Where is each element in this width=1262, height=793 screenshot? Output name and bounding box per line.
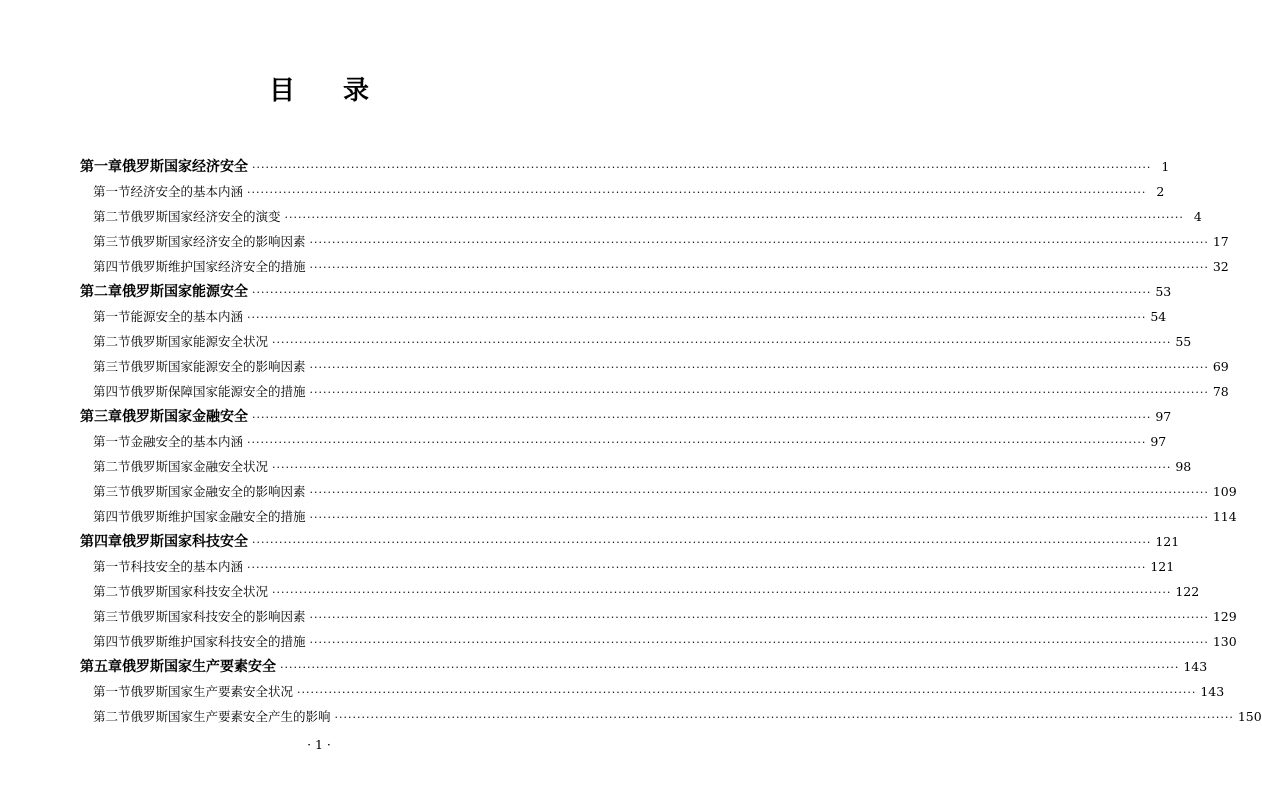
dot-leader: ········································································································································································································ xyxy=(309,611,1209,624)
dot-leader: ········································································································································································································ xyxy=(309,386,1209,399)
entry-page-number: 54 xyxy=(1150,309,1167,324)
section-number: 第一节 xyxy=(93,684,131,699)
toc-section-entry xyxy=(93,433,1167,452)
dot-leader: ········································································································································································································ xyxy=(280,661,1180,674)
entry-page-number: 129 xyxy=(1212,609,1237,624)
entry-page-number: 1 xyxy=(1161,159,1170,174)
dot-leader: ········································································································································································································ xyxy=(284,211,1184,224)
section-title: 俄罗斯国家生产要素安全产生的影响 xyxy=(130,709,331,724)
chapter-number: 第一章 xyxy=(80,159,122,175)
chapter-title: 俄罗斯国家生产要素安全 xyxy=(122,659,276,675)
entry-page-number: 97 xyxy=(1150,434,1167,449)
dot-leader: ········································································································································································································ xyxy=(272,461,1172,474)
dot-leader: ········································································································································································································ xyxy=(309,236,1209,249)
page-number: · 1 · xyxy=(307,737,331,752)
toc-section-entry xyxy=(93,208,1202,227)
section-title: 俄罗斯国家能源安全的影响因素 xyxy=(130,359,306,374)
section-title: 科技安全的基本内涵 xyxy=(130,559,244,574)
chapter-number: 第四章 xyxy=(80,534,122,550)
section-number: 第四节 xyxy=(93,384,131,399)
entry-page-number: 97 xyxy=(1155,409,1172,424)
entry-page-number: 78 xyxy=(1212,384,1229,399)
chapter-title: 俄罗斯国家科技安全 xyxy=(122,534,248,550)
toc-chapter-entry xyxy=(80,408,1172,427)
section-title: 俄罗斯国家金融安全状况 xyxy=(130,459,269,474)
page-title: 目录 xyxy=(268,76,417,106)
dot-leader: ········································································································································································································ xyxy=(252,411,1152,424)
section-number: 第一节 xyxy=(93,309,131,324)
section-title: 俄罗斯维护国家科技安全的措施 xyxy=(130,634,306,649)
entry-page-number: 114 xyxy=(1212,509,1237,524)
section-number: 第四节 xyxy=(93,634,131,649)
section-number: 第三节 xyxy=(93,609,131,624)
section-title: 能源安全的基本内涵 xyxy=(130,309,244,324)
section-title: 俄罗斯国家生产要素安全状况 xyxy=(130,684,294,699)
entry-page-number: 4 xyxy=(1193,209,1202,224)
entry-page-number: 130 xyxy=(1212,634,1237,649)
dot-leader: ········································································································································································································ xyxy=(247,186,1147,199)
dot-leader: ········································································································································································································ xyxy=(309,636,1209,649)
dot-leader: ········································································································································································································ xyxy=(247,561,1147,574)
entry-page-number: 121 xyxy=(1155,534,1180,549)
dot-leader: ········································································································································································································ xyxy=(334,711,1234,724)
dot-leader: ········································································································································································································ xyxy=(272,336,1172,349)
dot-leader: ········································································································································································································ xyxy=(297,686,1197,699)
toc-section-entry xyxy=(93,333,1192,352)
section-title: 俄罗斯维护国家金融安全的措施 xyxy=(130,509,306,524)
chapter-number: 第二章 xyxy=(80,284,122,300)
section-title: 俄罗斯国家金融安全的影响因素 xyxy=(130,484,306,499)
section-number: 第四节 xyxy=(93,259,131,274)
toc-section-entry xyxy=(93,233,1229,252)
section-title: 俄罗斯国家经济安全的演变 xyxy=(130,209,281,224)
toc-section-entry xyxy=(93,708,1262,727)
section-number: 第二节 xyxy=(93,209,131,224)
dot-leader: ········································································································································································································ xyxy=(247,436,1147,449)
section-number: 第三节 xyxy=(93,484,131,499)
section-number: 第四节 xyxy=(93,509,131,524)
chapter-number: 第五章 xyxy=(80,659,122,675)
entry-page-number: 143 xyxy=(1183,659,1208,674)
chapter-number: 第三章 xyxy=(80,409,122,425)
toc-section-entry xyxy=(93,358,1229,377)
toc-section-entry xyxy=(93,183,1165,202)
toc-section-entry xyxy=(93,583,1200,602)
chapter-title: 俄罗斯国家能源安全 xyxy=(122,284,248,300)
toc-section-entry xyxy=(93,383,1229,402)
entry-page-number: 150 xyxy=(1237,709,1262,724)
section-number: 第二节 xyxy=(93,709,131,724)
toc-section-entry xyxy=(93,633,1237,652)
toc-chapter-entry xyxy=(80,158,1170,177)
section-title: 俄罗斯保障国家能源安全的措施 xyxy=(130,384,306,399)
dot-leader: ········································································································································································································ xyxy=(309,511,1209,524)
section-title: 俄罗斯国家经济安全的影响因素 xyxy=(130,234,306,249)
section-number: 第二节 xyxy=(93,584,131,599)
section-number: 第三节 xyxy=(93,234,131,249)
toc-section-entry xyxy=(93,308,1167,327)
section-title: 经济安全的基本内涵 xyxy=(130,184,244,199)
section-number: 第二节 xyxy=(93,334,131,349)
toc-section-entry xyxy=(93,483,1237,502)
entry-page-number: 2 xyxy=(1156,184,1165,199)
dot-leader: ········································································································································································································ xyxy=(252,161,1152,174)
chapter-title: 俄罗斯国家经济安全 xyxy=(122,159,248,175)
toc-chapter-entry xyxy=(80,283,1172,302)
section-number: 第一节 xyxy=(93,559,131,574)
section-title: 金融安全的基本内涵 xyxy=(130,434,244,449)
entry-page-number: 122 xyxy=(1175,584,1200,599)
section-title: 俄罗斯国家科技安全的影响因素 xyxy=(130,609,306,624)
dot-leader: ········································································································································································································ xyxy=(309,261,1209,274)
dot-leader: ········································································································································································································ xyxy=(309,361,1209,374)
section-number: 第一节 xyxy=(93,434,131,449)
toc-chapter-entry xyxy=(80,658,1208,677)
section-title: 俄罗斯国家科技安全状况 xyxy=(130,584,269,599)
section-number: 第三节 xyxy=(93,359,131,374)
section-number: 第一节 xyxy=(93,184,131,199)
toc-section-entry xyxy=(93,608,1237,627)
entry-page-number: 17 xyxy=(1212,234,1229,249)
section-title: 俄罗斯国家能源安全状况 xyxy=(130,334,269,349)
toc-section-entry xyxy=(93,258,1229,277)
dot-leader: ········································································································································································································ xyxy=(309,486,1209,499)
dot-leader: ········································································································································································································ xyxy=(272,586,1172,599)
toc-section-entry xyxy=(93,458,1192,477)
entry-page-number: 53 xyxy=(1155,284,1172,299)
entry-page-number: 69 xyxy=(1212,359,1229,374)
dot-leader: ········································································································································································································ xyxy=(252,536,1152,549)
toc-section-entry xyxy=(93,508,1237,527)
entry-page-number: 32 xyxy=(1212,259,1229,274)
toc-section-entry xyxy=(93,683,1225,702)
dot-leader: ········································································································································································································ xyxy=(252,286,1152,299)
dot-leader: ········································································································································································································ xyxy=(247,311,1147,324)
chapter-title: 俄罗斯国家金融安全 xyxy=(122,409,248,425)
section-number: 第二节 xyxy=(93,459,131,474)
section-title: 俄罗斯维护国家经济安全的措施 xyxy=(130,259,306,274)
entry-page-number: 109 xyxy=(1212,484,1237,499)
entry-page-number: 98 xyxy=(1175,459,1192,474)
toc-chapter-entry xyxy=(80,533,1180,552)
entry-page-number: 121 xyxy=(1150,559,1175,574)
toc-section-entry xyxy=(93,558,1175,577)
entry-page-number: 143 xyxy=(1200,684,1225,699)
entry-page-number: 55 xyxy=(1175,334,1192,349)
